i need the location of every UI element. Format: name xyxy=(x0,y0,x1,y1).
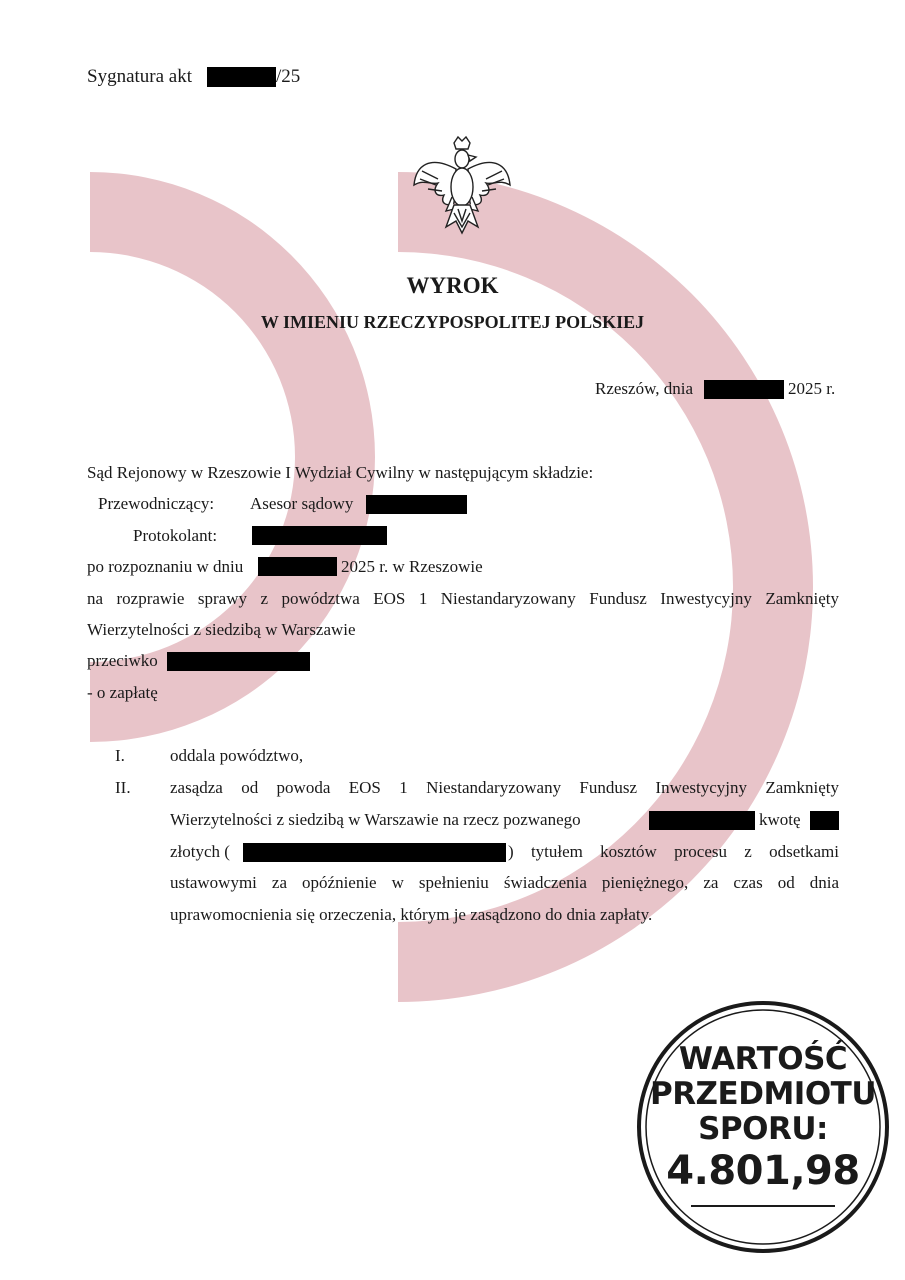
ruling-text: ) tytułem kosztów procesu z odsetkami xyxy=(508,842,839,861)
place-date-suffix: 2025 r. xyxy=(788,379,836,398)
redaction-bar xyxy=(167,652,310,671)
ruling-text: kwotę xyxy=(759,810,801,829)
chair-label: Przewodniczący: xyxy=(98,494,215,513)
judgment-subtitle: W IMIENIU RZECZYPOSPOLITEJ POLSKIEJ xyxy=(260,312,645,332)
redaction-bar xyxy=(649,811,755,830)
ruling-text: Wierzytelności z siedzibą w Warszawie na rzecz pozwanego xyxy=(170,810,581,829)
signature-label: Sygnatura akt xyxy=(87,66,193,87)
stamp-value: 4.801,98 xyxy=(666,1148,860,1194)
signature-suffix: /25 xyxy=(276,66,301,87)
ruling-text: uprawomocnienia się orzeczenia, którym je zasądzono do dnia zapłaty. xyxy=(170,905,653,924)
ruling-text: ustawowymi za opóźnienie w spełnieniu świadczenia pieniężnego, za czas od dnia xyxy=(170,873,839,892)
judgment-title: WYROK xyxy=(406,273,499,298)
court-line: Sąd Rejonowy w Rzeszowie I Wydział Cywilny w następującym składzie: xyxy=(87,463,594,482)
stamp-line: SPORU: xyxy=(698,1111,828,1147)
ruling-text: oddala powództwo, xyxy=(170,746,304,765)
ruling-number: I. xyxy=(115,746,125,765)
case-subject: - o zapłatę xyxy=(87,683,158,702)
redaction-bar xyxy=(207,67,276,87)
case-description: na rozprawie sprawy z powództwa EOS 1 Niestandaryzowany Fundusz Inwestycyjny Zamknięty xyxy=(87,589,839,608)
redaction-bar xyxy=(704,380,784,399)
ruling-text: złotych ( xyxy=(170,842,230,861)
hearing-suffix: 2025 r. w Rzeszowie xyxy=(341,557,483,576)
clerk-label: Protokolant: xyxy=(133,526,218,545)
stamp-line: WARTOŚĆ xyxy=(678,1041,848,1077)
chair-value: Asesor sądowy xyxy=(250,494,354,513)
case-signature xyxy=(87,67,192,87)
ruling-text: zasądza od powoda EOS 1 Niestandaryzowany Fundusz Inwestycyjny Zamknięty xyxy=(170,778,839,797)
redaction-bar xyxy=(366,495,467,514)
place-date-prefix: Rzeszów, dnia xyxy=(595,379,694,398)
ruling-number: II. xyxy=(115,778,131,797)
redaction-bar xyxy=(810,811,839,830)
redaction-bar xyxy=(258,557,337,576)
against-label: przeciwko xyxy=(87,651,158,670)
case-description-cont: Wierzytelności z siedzibą w Warszawie xyxy=(87,620,356,639)
stamp-line: PRZEDMIOTU xyxy=(649,1076,877,1112)
redaction-bar xyxy=(252,526,387,545)
polish-eagle-icon xyxy=(410,135,514,239)
redaction-bar xyxy=(243,843,506,862)
dispute-value-stamp xyxy=(636,1000,890,1254)
hearing-prefix: po rozpoznaniu w dniu xyxy=(87,557,244,576)
